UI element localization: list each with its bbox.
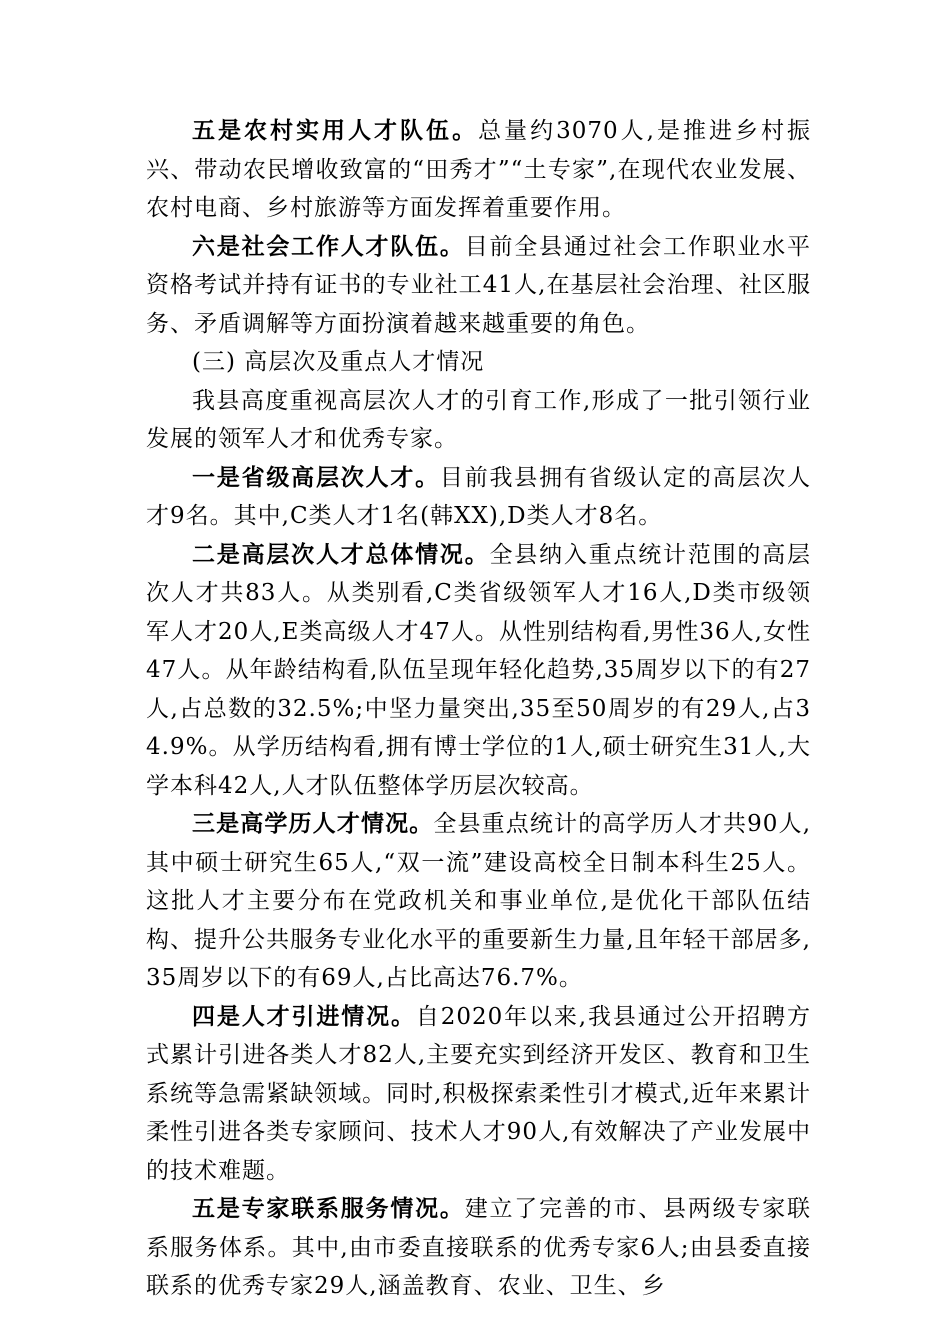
paragraph-text: 我县高度重视高层次人才的引育工作,形成了一批引领行业发展的领军人才和优秀专家。	[146, 387, 811, 452]
paragraph-provincial-talent	[146, 459, 811, 536]
paragraph-heading: 五是农村实用人才队伍。	[192, 117, 479, 144]
paragraph-text: 全县纳入重点统计范围的高层次人才共83人。从类别看,C类省级领军人才16人,D类市级领军人才20人,E类高级人才47人。从性别结构看,男性36人,女性47人。从年龄结构看,队伍呈现年轻化趋势,35周岁以下的有27人,占总数的32.5%;中坚力量突出,35至50周岁的有29人,占34.9%。从学历结构看,拥有博士学位的1人,硕士研究生31人,大学本科42人,人才队伍整体学历层次较高。	[146, 541, 812, 799]
paragraph-talent-introduction	[146, 998, 811, 1191]
paragraph-text: 目前我县拥有省级认定的高层次人才9名。其中,C类人才1名(韩XX),D类人才8名。	[146, 464, 812, 529]
paragraph-expert-liaison	[146, 1190, 811, 1306]
paragraph-social-work-talent	[146, 228, 811, 344]
document-body	[146, 112, 811, 1306]
paragraph-heading: 二是高层次人才总体情况。	[192, 540, 490, 568]
paragraph-high-education-talent	[146, 805, 811, 998]
paragraph-heading: 三是高学历人才情况。	[192, 810, 434, 837]
paragraph-text: 目前全县通过社会工作职业水平资格考试并持有证书的专业社工41人,在基层社会治理、社区服务、矛盾调解等方面扮演着越来越重要的角色。	[146, 233, 812, 337]
paragraph-heading: 五是专家联系服务情况。	[192, 1195, 465, 1222]
section-heading-text: (三) 高层次及重点人才情况	[192, 349, 485, 375]
paragraph-rural-talent	[146, 112, 811, 228]
paragraph-heading: 一是省级高层次人才。	[192, 463, 440, 491]
paragraph-high-level-overall	[146, 536, 811, 806]
paragraph-text: 自2020年以来,我县通过公开招聘方式累计引进各类人才82人,主要充实到经济开发区、教育和卫生系统等急需紧缺领域。同时,积极探索柔性引才模式,近年来累计柔性引进各类专家顾问、技术人才90人,有效解决了产业发展中的技术难题。	[146, 1003, 811, 1184]
paragraph-text: 全县重点统计的高学历人才共90人,其中硕士研究生65人,“双一流”建设高校全日制本科生25人。这批人才主要分布在党政机关和事业单位,是优化干部队伍结构、提升公共服务专业化水平的重要新生力量,且年轻干部居多,35周岁以下的有69人,占比高达76.7%。	[146, 811, 812, 991]
paragraph-intro	[146, 382, 811, 459]
paragraph-text: 总量约3070人,是推进乡村振兴、带动农民增收致富的“田秀才”“土专家”,在现代农业发展、农村电商、乡村旅游等方面发挥着重要作用。	[146, 118, 811, 221]
section-heading-high-level-talent	[146, 343, 811, 382]
paragraph-heading: 四是人才引进情况。	[192, 1002, 416, 1030]
paragraph-heading: 六是社会工作人才队伍。	[192, 232, 465, 260]
paragraph-text: 建立了完善的市、县两级专家联系服务体系。其中,由市委直接联系的优秀专家6人;由县委直接联系的优秀专家29人,涵盖教育、农业、卫生、乡	[146, 1196, 812, 1299]
